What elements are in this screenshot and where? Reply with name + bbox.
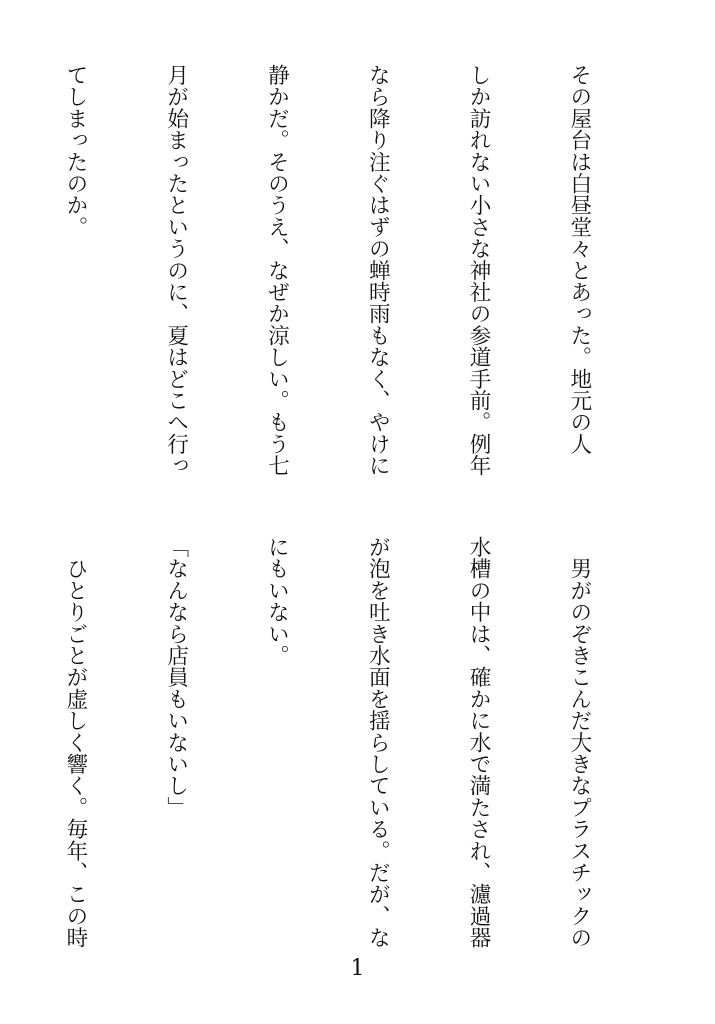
text-column: 水槽の中は、確かに水で満たされ、濾過器 xyxy=(466,536,492,949)
text-column: 月が始まったというのに、夏はどこへ行っ xyxy=(163,64,189,477)
text-column: てしまったのか。 xyxy=(62,64,88,238)
text-column: 「なんなら店員もいないし」 xyxy=(163,536,189,819)
text-column: が泡を吐き水面を揺らしている。だが、な xyxy=(365,536,391,949)
page-number: 1 xyxy=(350,956,365,981)
upper-text-block xyxy=(0,64,663,504)
text-column: 静かだ。そのうえ、なぜか涼しい。もう七 xyxy=(264,64,290,477)
text-column: しか訪れない小さな神社の参道手前。例年 xyxy=(466,64,492,477)
lower-text-block xyxy=(0,536,663,949)
text-column: ひとりごとが虚しく響く。毎年、この時 xyxy=(62,536,88,949)
text-column: なら降り注ぐはずの蝉時雨もなく、やけに xyxy=(365,64,391,477)
text-column: にもいない。 xyxy=(264,536,290,667)
text-column: その屋台は白昼堂々とあった。地元の人 xyxy=(566,64,592,455)
text-column: 男がのぞきこんだ大きなプラスチックの xyxy=(566,536,592,949)
